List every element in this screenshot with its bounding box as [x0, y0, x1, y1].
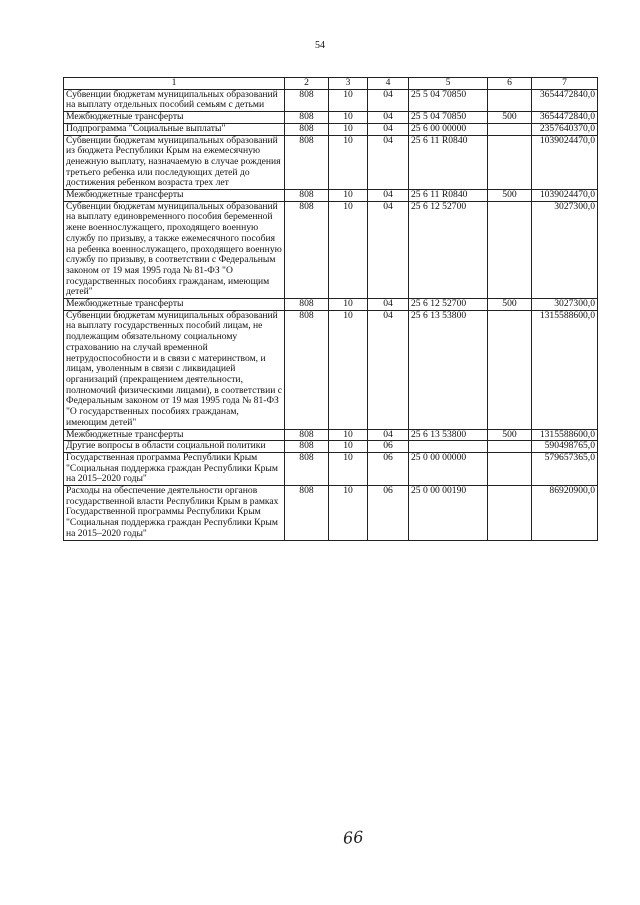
- table-row: [64, 135, 598, 190]
- row-subsection: 04: [368, 429, 409, 441]
- row-ministry-code: 808: [285, 135, 329, 190]
- row-amount: 3654472840,0: [532, 112, 598, 124]
- row-target-code: 25 5 04 70850: [409, 112, 488, 124]
- header-col-3: 3: [329, 78, 368, 90]
- row-name: Межбюджетные трансферты: [64, 112, 285, 124]
- header-col-1: 1: [64, 78, 285, 90]
- row-expense-type: [488, 135, 532, 190]
- table-row: [64, 299, 598, 311]
- row-ministry-code: 808: [285, 452, 329, 485]
- row-subsection: 06: [368, 441, 409, 453]
- row-section: 10: [329, 190, 368, 202]
- table-row: [64, 310, 598, 429]
- table-row: [64, 201, 598, 298]
- row-name: Межбюджетные трансферты: [64, 299, 285, 311]
- row-target-code: 25 0 00 00190: [409, 486, 488, 541]
- header-col-7: 7: [532, 78, 598, 90]
- row-ministry-code: 808: [285, 112, 329, 124]
- row-name: Субвенции бюджетам муниципальных образований из бюджета Республики Крым на ежемесячную денежную выплату, назначаемую в случае рождения третьего ребенка или последующих детей до достижения ребенком возраста трех лет: [64, 135, 285, 190]
- row-name: Государственная программа Республики Крым "Социальная поддержка граждан Республики Крым на 2015–2020 годы": [64, 452, 285, 485]
- row-section: 10: [329, 310, 368, 429]
- row-target-code: 25 0 00 00000: [409, 452, 488, 485]
- row-amount: 1039024470,0: [532, 135, 598, 190]
- row-section: 10: [329, 441, 368, 453]
- row-section: 10: [329, 89, 368, 111]
- table-header-row: [64, 78, 598, 90]
- row-name: Подпрограмма "Социальные выплаты": [64, 123, 285, 135]
- page-number: 54: [315, 40, 325, 51]
- row-ministry-code: 808: [285, 429, 329, 441]
- row-name: Субвенции бюджетам муниципальных образований на выплату единовременного пособия беременной жене военнослужащего, проходящего военную службу по призыву, а также ежемесячного пособия на ребенка военнослужащего, проходящего военную службу по призыву, в соответствии с Федеральным законом от 19 мая 1995 года № 81-ФЗ "О государственных пособиях гражданам, имеющим детей": [64, 201, 285, 298]
- row-section: 10: [329, 201, 368, 298]
- row-section: 10: [329, 486, 368, 541]
- row-section: 10: [329, 135, 368, 190]
- row-ministry-code: 808: [285, 89, 329, 111]
- row-amount: 86920900,0: [532, 486, 598, 541]
- row-amount: 1315588600,0: [532, 310, 598, 429]
- table-row: [64, 112, 598, 124]
- row-expense-type: [488, 486, 532, 541]
- header-col-4: 4: [368, 78, 409, 90]
- row-expense-type: [488, 310, 532, 429]
- row-amount: 3027300,0: [532, 299, 598, 311]
- row-expense-type: 500: [488, 190, 532, 202]
- row-ministry-code: 808: [285, 299, 329, 311]
- row-expense-type: 500: [488, 112, 532, 124]
- row-target-code: 25 6 11 R0840: [409, 135, 488, 190]
- row-subsection: 04: [368, 89, 409, 111]
- row-subsection: 04: [368, 310, 409, 429]
- row-section: 10: [329, 123, 368, 135]
- row-name: Субвенции бюджетам муниципальных образований на выплату отдельных пособий семьям с детьми: [64, 89, 285, 111]
- row-ministry-code: 808: [285, 190, 329, 202]
- row-target-code: 25 6 12 52700: [409, 299, 488, 311]
- row-expense-type: 500: [488, 429, 532, 441]
- row-subsection: 04: [368, 112, 409, 124]
- row-expense-type: [488, 441, 532, 453]
- row-subsection: 06: [368, 452, 409, 485]
- row-ministry-code: 808: [285, 310, 329, 429]
- row-subsection: 04: [368, 299, 409, 311]
- row-name: Межбюджетные трансферты: [64, 190, 285, 202]
- row-subsection: 04: [368, 190, 409, 202]
- table-row: [64, 429, 598, 441]
- row-ministry-code: 808: [285, 201, 329, 298]
- row-amount: 3654472840,0: [532, 89, 598, 111]
- row-amount: 590498765,0: [532, 441, 598, 453]
- row-expense-type: 500: [488, 299, 532, 311]
- row-target-code: 25 5 04 70850: [409, 89, 488, 111]
- budget-table: [63, 77, 598, 541]
- row-section: 10: [329, 452, 368, 485]
- row-name: Межбюджетные трансферты: [64, 429, 285, 441]
- table-row: [64, 89, 598, 111]
- table-row: [64, 441, 598, 453]
- row-expense-type: [488, 89, 532, 111]
- row-name: Расходы на обеспечение деятельности органов государственной власти Республики Крым в рамках Государственной программы Республики Крым "Социальная поддержка граждан Республики Крым на 2015–2020 годы": [64, 486, 285, 541]
- row-name: Другие вопросы в области социальной политики: [64, 441, 285, 453]
- row-subsection: 06: [368, 486, 409, 541]
- row-subsection: 04: [368, 201, 409, 298]
- row-ministry-code: 808: [285, 486, 329, 541]
- row-amount: 3027300,0: [532, 201, 598, 298]
- row-expense-type: [488, 123, 532, 135]
- row-amount: 1039024470,0: [532, 190, 598, 202]
- row-target-code: 25 6 13 53800: [409, 310, 488, 429]
- table-row: [64, 486, 598, 541]
- row-target-code: [409, 441, 488, 453]
- handwritten-page-mark: 66: [342, 827, 364, 848]
- table-row: [64, 452, 598, 485]
- row-ministry-code: 808: [285, 441, 329, 453]
- row-target-code: 25 6 00 00000: [409, 123, 488, 135]
- row-expense-type: [488, 452, 532, 485]
- header-col-5: 5: [409, 78, 488, 90]
- table-row: [64, 190, 598, 202]
- row-subsection: 04: [368, 123, 409, 135]
- table-row: [64, 123, 598, 135]
- header-col-2: 2: [285, 78, 329, 90]
- header-col-6: 6: [488, 78, 532, 90]
- row-target-code: 25 6 12 52700: [409, 201, 488, 298]
- row-subsection: 04: [368, 135, 409, 190]
- row-amount: 2357640370,0: [532, 123, 598, 135]
- row-amount: 1315588600,0: [532, 429, 598, 441]
- row-ministry-code: 808: [285, 123, 329, 135]
- row-section: 10: [329, 299, 368, 311]
- row-amount: 579657365,0: [532, 452, 598, 485]
- row-target-code: 25 6 13 53800: [409, 429, 488, 441]
- row-name: Субвенции бюджетам муниципальных образований на выплату государственных пособий лицам, не подлежащим обязательному социальному страхованию на случай временной нетрудоспособности и в связи с материнством, и лицам, уволенным в связи с ликвидацией организаций (прекращением деятельности, полномочий физическими лицами), в соответствии с Федеральным законом от 19 мая 1995 года № 81-ФЗ "О государственных пособиях гражданам, имеющим детей": [64, 310, 285, 429]
- row-target-code: 25 6 11 R0840: [409, 190, 488, 202]
- row-section: 10: [329, 112, 368, 124]
- row-expense-type: [488, 201, 532, 298]
- row-section: 10: [329, 429, 368, 441]
